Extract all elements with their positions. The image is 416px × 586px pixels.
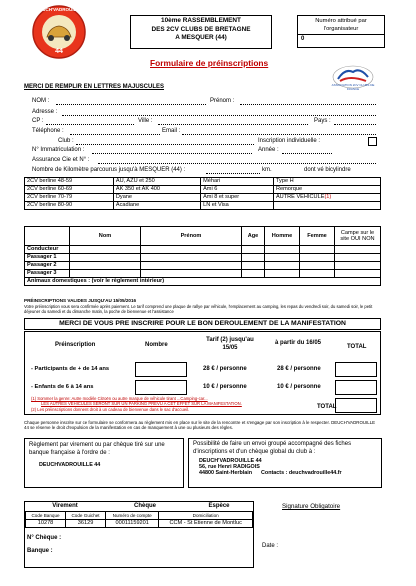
signature-label: Signature Obligatoire [282,503,341,510]
vehicle-row: 2CV berline 70-79 Dyane Ami 8 et super AUTRE VEHICULE(1) [25,194,381,202]
form-title: Formulaire de préinscriptions [150,58,269,68]
field-parcours[interactable]: Nombre de Kilomètre parcourus jusqu'à MESQUER (44) : km. dont vé bicylindre [32,167,351,173]
association-logo: ASSOCIATION 2CV CLUBS DE FRANCE [330,63,376,91]
preinscription-note: Votre préinscription vous sera confirmée après paiement. Le tarif comprend une plaque de rallye par véhicule, l'emplacement au camping, les repas du vendredi soir, du samedi soir, le petit déjeuner du samedi et du dimanche matin, la poche de bienvenue et l'assistance [24,304,373,314]
field-cp-ville-pays[interactable]: CP : Ville : Pays : [32,118,377,126]
field-telephone-email[interactable]: Téléphone : Email : [32,128,377,136]
individual-checkbox[interactable] [368,137,377,146]
merci-banner: MERCI DE VOUS PRE INSCRIRE POUR LE BON DEROULEMENT DE LA MANIFESTATION [24,318,381,330]
people-row[interactable]: Conducteur [25,246,381,254]
field-adresse[interactable]: Adresse : [32,109,377,117]
event-title: 10ème RASSEMBLEMENT DES 2CV CLUBS DE BRETAGNE A MESQUER (44) [130,15,272,49]
rules-note: Chaque personne inscrite sur ce formulaire se conformera au règlement mis en place sur le site de la rencontre et s'engage par son inscription à le respecter. DEUCH'VADROUILLE 44 se réserve le droit d'expulsion de la manifestation en cas de manquement à une ou plusieurs des règles. [24,420,376,431]
organizer-number-box: Numéro attribué par l'organisateur 0 [297,15,385,48]
club-logo: DEUCH'VADROUILLE 44 [30,5,88,59]
field-club[interactable]: Club : Inscription individuelle : [32,138,377,146]
vehicle-row: 2CV berline 48-59 AU, AZU et 250 Méhari Type H [25,178,381,186]
payment-right: Possibilité de faire un envoi groupé accompagné des fiches d'inscriptions et d'un chèque global du club à : DEUCH'VADROUILLE 44 56, rue Henri RADIGOIS 44800 Saint-Herblain Contacts : deuchvadrouille44.fr [188,438,382,488]
payment-left: Règlement par virement ou par chèque tiré sur une banque française à l'ordre de : DEUCHVADROUILLE 44 [24,438,184,488]
people-row[interactable]: Passager 1 [25,254,381,262]
field-immatriculation[interactable]: N° Immatriculation : Année : [32,147,377,155]
instructions: MERCI DE REMPLIR EN LETTRES MAJUSCULES [24,84,165,90]
field-assurance[interactable]: Assurance Cie et N° : [32,157,377,165]
people-row[interactable]: Passager 3 [25,270,381,278]
bank-box: Virement Chèque Espèce Code Banque Code Guichet Numéro de compte Domiciliation 10278 36129 00011159201 CCM - St Étienne de Montluc N° Chèque : Banque : [24,501,254,568]
field-nom[interactable]: NOM : Prénom : [32,98,377,106]
preinscription-note-title: PRÉINSCRIPTIONS VALIDES JUSQU'AU 15/05/2016 [24,298,137,303]
vehicle-table [24,177,381,210]
date-label: Date : [262,543,279,549]
pricing-table: Préinscription Nombre Tarif (2) jusqu'au 15/05 à partir du 16/05 TOTAL - Participants de + de 14 ans 28 € / personne 28 € / personne - Enfants de 6 à 14 ans 10 € / personne 10 € / personne (1) Sommer la genre: Autre modèle Citroën ou autre marque de véhicule tirant ...Camping-car... LES AUTRES VEHICULES SERONT SUR UN PARKING PREVU A CET EFFET SUR LA MANIFESTATION. (2) Les préinscriptions donnent droit à un cadeau de bienvenue dans le sac d'accueil. TOTAL [24,331,381,415]
vehicle-row: 2CV berline 80-90 Acadiane LN et Visa [25,202,381,210]
people-row[interactable]: Passager 2 [25,262,381,270]
vehicle-row: 2CV berline 60-69 AK 350 et AK 400 Ami 6 Remorque [25,186,381,194]
people-table: Nom Prénom Age Homme Femme Campe sur le site OUI NON Conducteur Passager 1 Passager 2 Passager 3 Animaux domestiques : (voir le règlement intérieur) [24,226,381,286]
